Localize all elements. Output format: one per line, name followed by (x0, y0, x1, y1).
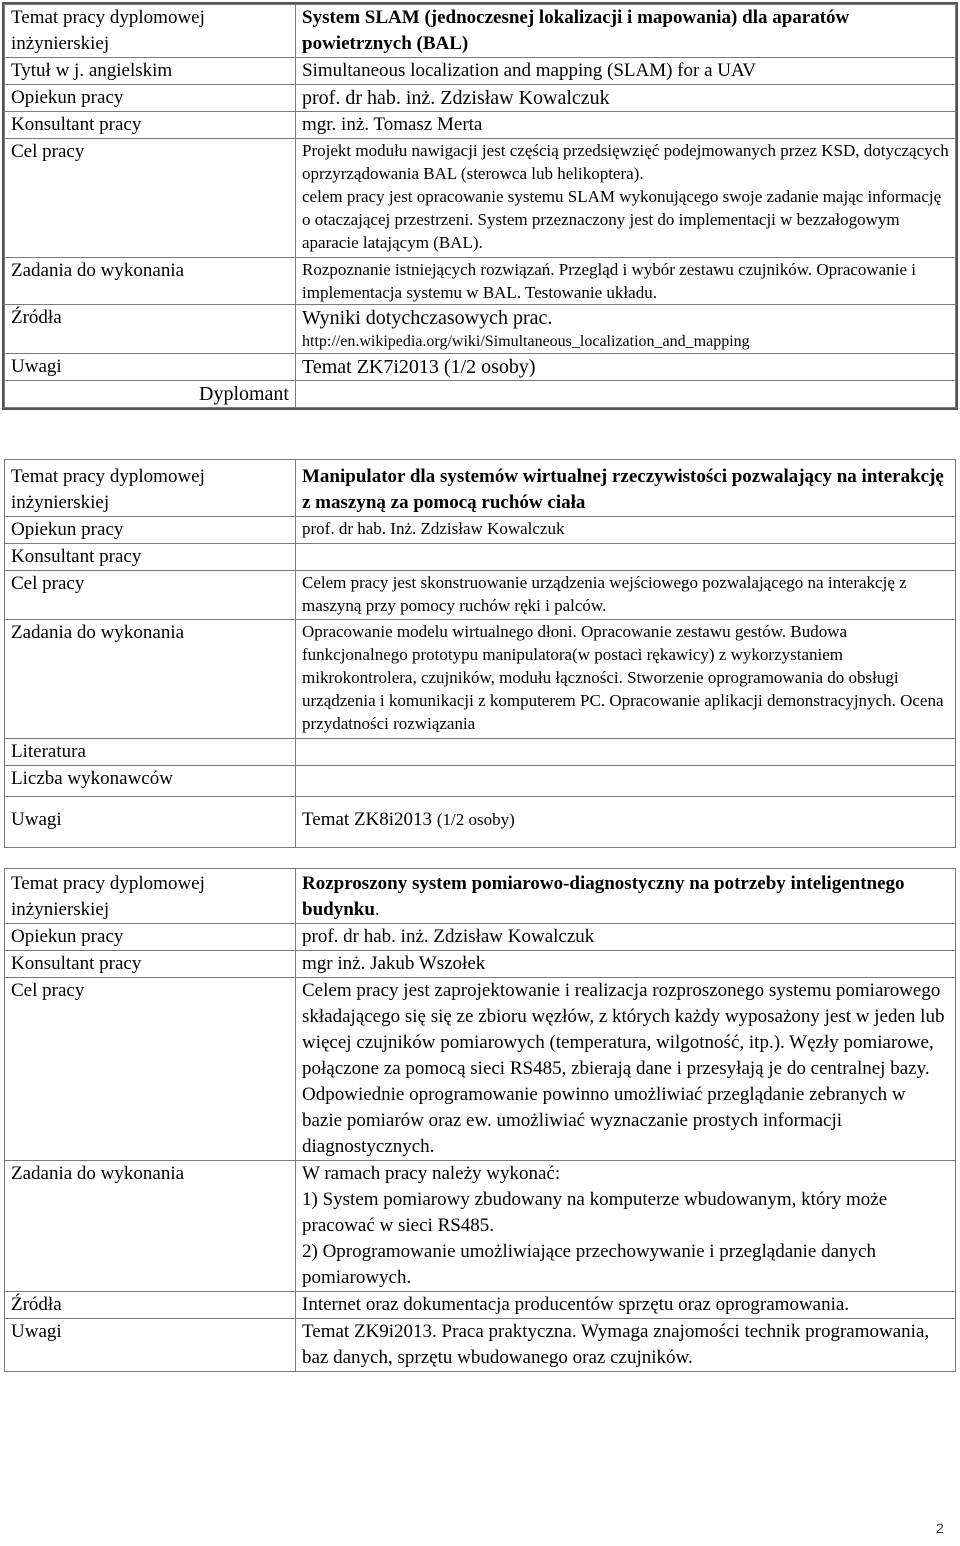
value-uwagi: Temat ZK9i2013. Praca praktyczna. Wymaga znajomości technik programowania, baz danych, sprzętu wbudowanego oraz czujników. (296, 1319, 956, 1372)
value-uwagi (296, 797, 956, 848)
label-cel: Cel pracy (5, 139, 296, 258)
label-literatura: Literatura (5, 739, 296, 766)
label-opiekun: Opiekun pracy (5, 517, 296, 544)
zrodla-link[interactable]: http://en.wikipedia.org/wiki/Simultaneous_localization_and_mapping (302, 333, 750, 350)
page-number: 2 (936, 1520, 944, 1536)
temat-tail: . (374, 899, 380, 920)
label-konsultant: Konsultant pracy (5, 544, 296, 571)
zadania-intro: W ramach pracy należy wykonać: (302, 1163, 561, 1184)
value-temat (296, 869, 956, 924)
cel-paragraph-1: Projekt modułu nawigacji jest częścią przedsięwzięć podejmowanych przez KSD, dotyczących oprzyrządowania BAL (sterowca lub helikoptera). (302, 141, 949, 183)
row-literatura (5, 739, 956, 766)
row-temat (5, 869, 956, 924)
label-cel: Cel pracy (5, 978, 296, 1161)
row-zadania (5, 258, 956, 305)
value-temat: System SLAM (jednoczesnej lokalizacji i mapowania) dla aparatów powietrznych (BAL) (296, 5, 956, 58)
value-cel: Celem pracy jest zaprojektowanie i realizacja rozproszonego systemu pomiarowego składającego się się ze zbioru węzłów, z których każdy wyposażony jest w jeden lub więcej czujników pomiarowych (temperatura, wilgotność, itp.). Węzły pomiarowe, połączone za pomocą sieci RS485, zbierają dane i przesyłają je do centralnej bazy. Odpowiednie oprogramowanie powinno umożliwiać przeglądanie zebranych w bazie pomiarów oraz ew. umożliwiać wyznaczanie prostych informacji diagnostycznych. (296, 978, 956, 1161)
row-zadania (5, 1161, 956, 1292)
label-tytul: Tytuł w j. angielskim (5, 58, 296, 85)
thesis-card-vr-manipulator (4, 459, 956, 848)
label-zadania: Zadania do wykonania (5, 1161, 296, 1292)
value-temat: Manipulator dla systemów wirtualnej rzeczywistości pozwalający na interakcję z maszyną za pomocą ruchów ciała (296, 460, 956, 517)
row-opiekun (5, 517, 956, 544)
label-zrodla: Źródła (5, 1292, 296, 1319)
zadania-item-2: 2) Oprogramowanie umożliwiające przechowywanie i przeglądanie danych pomiarowych. (302, 1241, 876, 1288)
value-dyplomant (296, 381, 956, 408)
label-temat: Temat pracy dyplomowej inżynierskiej (5, 460, 296, 517)
temat-title: Rozproszony system pomiarowo-diagnostyczny na potrzeby inteligentnego budynku (302, 873, 905, 920)
value-opiekun: prof. dr hab. inż. Zdzisław Kowalczuk (296, 924, 956, 951)
row-dyplomant (5, 381, 956, 408)
row-cel (5, 139, 956, 258)
label-opiekun: Opiekun pracy (5, 924, 296, 951)
value-zadania (296, 1161, 956, 1292)
cel-paragraph-2: celem pracy jest opracowanie systemu SLAM wykonującego swoje zadanie mając informację o otaczającej przestrzeni. System przeznaczony jest do implementacji w bezzałogowym aparacie latającym (BAL). (302, 187, 942, 252)
row-cel (5, 571, 956, 620)
label-opiekun: Opiekun pracy (5, 85, 296, 112)
label-zadania: Zadania do wykonania (5, 258, 296, 305)
label-zrodla: Źródła (5, 305, 296, 354)
row-uwagi (5, 354, 956, 381)
row-zrodla (5, 1292, 956, 1319)
value-liczba (296, 766, 956, 797)
row-uwagi (5, 1319, 956, 1372)
thesis-card-slam (4, 4, 956, 408)
zrodla-text: Wyniki dotychczasowych prac. (302, 307, 553, 329)
label-uwagi: Uwagi (5, 1319, 296, 1372)
row-temat (5, 5, 956, 58)
label-temat: Temat pracy dyplomowej inżynierskiej (5, 869, 296, 924)
row-uwagi (5, 797, 956, 848)
row-temat (5, 460, 956, 517)
row-tytul (5, 58, 956, 85)
value-zrodla (296, 305, 956, 354)
label-temat: Temat pracy dyplomowej inżynierskiej (5, 5, 296, 58)
label-uwagi: Uwagi (5, 797, 296, 848)
value-opiekun: prof. dr hab. Inż. Zdzisław Kowalczuk (296, 517, 956, 544)
row-liczba (5, 766, 956, 797)
value-opiekun: prof. dr hab. inż. Zdzisław Kowalczuk (296, 85, 956, 112)
label-zadania: Zadania do wykonania (5, 620, 296, 739)
value-tytul: Simultaneous localization and mapping (SLAM) for a UAV (296, 58, 956, 85)
value-zrodla: Internet oraz dokumentacja producentów sprzętu oraz oprogramowania. (296, 1292, 956, 1319)
label-liczba: Liczba wykonawców (5, 766, 296, 797)
value-zadania: Rozpoznanie istniejących rozwiązań. Przegląd i wybór zestawu czujników. Opracowanie i implementacja systemu w BAL. Testowanie układu. (296, 258, 956, 305)
uwagi-suffix: (1/2 osoby) (436, 810, 515, 829)
value-uwagi: Temat ZK7i2013 (1/2 osoby) (296, 354, 956, 381)
uwagi-code: Temat ZK8i2013 (302, 809, 433, 830)
label-konsultant: Konsultant pracy (5, 951, 296, 978)
row-konsultant (5, 112, 956, 139)
thesis-card-distributed-measurement (4, 868, 956, 1372)
row-konsultant (5, 951, 956, 978)
label-konsultant: Konsultant pracy (5, 112, 296, 139)
value-literatura (296, 739, 956, 766)
zadania-item-1: 1) System pomiarowy zbudowany na komputerze wbudowanym, który może pracować w sieci RS485. (302, 1189, 888, 1236)
row-zadania (5, 620, 956, 739)
value-zadania: Opracowanie modelu wirtualnego dłoni. Opracowanie zestawu gestów. Budowa funkcjonalnego prototypu manipulatora(w postaci rękawicy) z wykorzystaniem mikrokontrolera, czujników, modułu łączności. Stworzenie oprogramowania do obsługi urządzenia i komunikacji z komputerem PC. Opracowanie aplikacji demonstracyjnych. Ocena przydatności rozwiązania (296, 620, 956, 739)
label-cel: Cel pracy (5, 571, 296, 620)
row-konsultant (5, 544, 956, 571)
value-cel (296, 139, 956, 258)
row-opiekun (5, 924, 956, 951)
value-konsultant: mgr. inż. Tomasz Merta (296, 112, 956, 139)
value-cel: Celem pracy jest skonstruowanie urządzenia wejściowego pozwalającego na interakcję z maszyną przy pomocy ruchów ręki i palców. (296, 571, 956, 620)
row-zrodla (5, 305, 956, 354)
row-cel (5, 978, 956, 1161)
label-dyplomant: Dyplomant (5, 381, 296, 408)
row-opiekun (5, 85, 956, 112)
value-konsultant: mgr inż. Jakub Wszołek (296, 951, 956, 978)
value-konsultant (296, 544, 956, 571)
label-uwagi: Uwagi (5, 354, 296, 381)
